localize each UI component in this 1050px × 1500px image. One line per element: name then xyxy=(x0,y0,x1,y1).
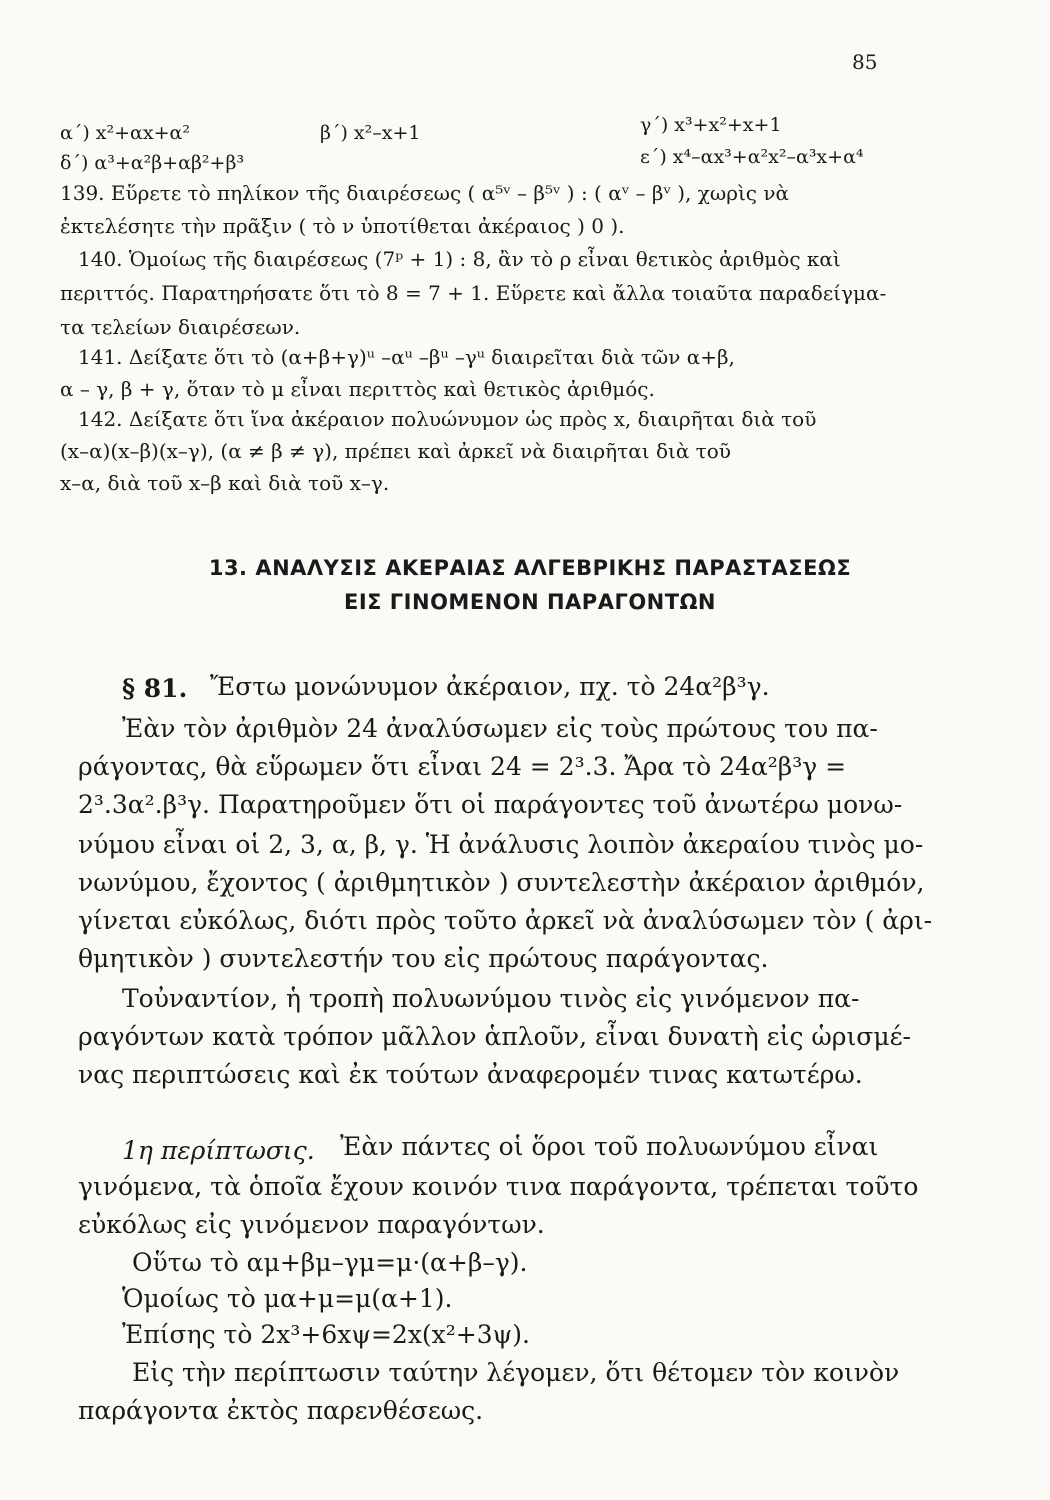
paragraph-line: παράγοντα ἐκτὸς παρενθέσεως. xyxy=(78,1396,484,1425)
equation-line: Οὕτω τὸ αμ+βμ–γμ=μ·(α+β–γ). xyxy=(132,1248,528,1277)
exercise-142-line: 142. Δείξατε ὅτι ἵνα ἀκέραιον πολυώνυμον ὡς πρὸς x, διαιρῆται διὰ τοῦ xyxy=(78,407,817,431)
equation-line: Ὁμοίως τὸ μα+μ=μ(α+1). xyxy=(122,1284,453,1313)
exercise-140-line: 140. Ὁμοίως τῆς διαιρέσεως (7ᵖ + 1) : 8, ἂν τὸ ρ εἶναι θετικὸς ἀριθμὸς καὶ xyxy=(78,247,841,271)
paragraph-mark: § 81. xyxy=(122,674,188,703)
paragraph-line: νας περιπτώσεις καὶ ἐκ τούτων ἀναφερομέν τινας κατωτέρω. xyxy=(78,1060,863,1089)
paragraph-line: γινόμενα, τὰ ὁποῖα ἔχουν κοινόν τινα παράγοντα, τρέπεται τοῦτο xyxy=(78,1172,919,1201)
exercise-epsilon: ε΄) x⁴–αx³+α²x²–α³x+α⁴ xyxy=(640,146,864,168)
exercise-alpha: α΄) x²+αx+α² xyxy=(60,122,190,144)
exercise-delta: δ΄) α³+α²β+αβ²+β³ xyxy=(60,152,245,174)
paragraph-line: Εἰς τὴν περίπτωσιν ταύτην λέγομεν, ὅτι θέτομεν τὸν κοινὸν xyxy=(132,1358,900,1387)
exercise-139-line: 139. Εὕρετε τὸ πηλίκον τῆς διαιρέσεως ( α⁵ᵛ – β⁵ᵛ ) : ( αᵛ – βᵛ ), χωρὶς νὰ xyxy=(60,181,790,205)
exercise-141-line: α – γ, β + γ, ὅταν τὸ μ εἶναι περιττὸς καὶ θετικὸς ἀριθμός. xyxy=(60,377,655,401)
exercise-139-line: ἐκτελέσητε τὴν πρᾶξιν ( τὸ ν ὑποτίθεται ἀκέραιος ) 0 ). xyxy=(60,214,625,238)
section-title-second-line: ΕΙΣ ΓΙΝΟΜΕΝΟΝ ΠΑΡΑΓΟΝΤΩΝ xyxy=(343,590,717,614)
paragraph-line: ραγόντων κατὰ τρόπον μᾶλλον ἁπλοῦν, εἶναι δυνατὴ εἰς ὡρισμέ- xyxy=(78,1022,911,1051)
exercise-142-line: x–α, διὰ τοῦ x–β καὶ διὰ τοῦ x–γ. xyxy=(60,471,390,495)
exercise-141-line: 141. Δείξατε ὅτι τὸ (α+β+γ)ᵘ –αᵘ –βᵘ –γᵘ διαιρεῖται διὰ τῶν α+β, xyxy=(78,345,735,369)
case-label: 1η περίπτωσις. xyxy=(122,1136,315,1165)
exercise-140-line: περιττός. Παρατηρήσατε ὅτι τὸ 8 = 7 + 1. Εὕρετε καὶ ἄλλα τοιαῦτα παραδείγμα- xyxy=(60,281,887,305)
paragraph-line: γίνεται εὐκόλως, διότι πρὸς τοῦτο ἀρκεῖ νὰ ἀναλύσωμεν τὸν ( ἀρι- xyxy=(78,906,933,935)
exercise-142-line: (x–α)(x–β)(x–γ), (α ≠ β ≠ γ), πρέπει καὶ ἀρκεῖ νὰ διαιρῆται διὰ τοῦ xyxy=(60,439,731,463)
paragraph-line: 2³.3α².β³γ. Παρατηροῦμεν ὅτι οἱ παράγοντες τοῦ ἀνωτέρω μονω- xyxy=(78,790,903,819)
exercise-beta: β΄) x²–x+1 xyxy=(320,122,421,144)
paragraph-line: νωνύμου, ἔχοντος ( ἀριθμητικὸν ) συντελεστὴν ἀκέραιον ἀριθμόν, xyxy=(78,868,925,897)
paragraph-line: ράγοντας, θὰ εὕρωμεν ὅτι εἶναι 24 = 2³.3. Ἄρα τὸ 24α²β³γ = xyxy=(78,752,847,781)
paragraph-line: Ἔστω μονώνυμον ἀκέραιον, πχ. τὸ 24α²β³γ. xyxy=(210,672,770,701)
paragraph-line: νύμου εἶναι οἱ 2, 3, α, β, γ. Ἡ ἀνάλυσις λοιπὸν ἀκεραίου τινὸς μο- xyxy=(78,830,924,859)
page-number: 85 xyxy=(852,50,878,74)
paragraph-line: θμητικὸν ) συντελεστήν του εἰς πρώτους παράγοντας. xyxy=(78,944,769,973)
equation-line: Ἐπίσης τὸ 2x³+6xψ=2x(x²+3ψ). xyxy=(122,1320,530,1349)
paragraph-line: Ἐὰν πάντες οἱ ὅροι τοῦ πολυωνύμου εἶναι xyxy=(340,1132,879,1161)
paragraph-line: εὐκόλως εἰς γινόμενον παραγόντων. xyxy=(78,1210,545,1239)
section-title: 13. ΑΝΑΛΥΣΙΣ ΑΚΕΡΑΙΑΣ ΑΛΓΕΒΡΙΚΗΣ ΠΑΡΑΣΤΑΣΕΩΣ xyxy=(208,556,852,580)
paragraph-line: Ἐὰν τὸν ἀριθμὸν 24 ἀναλύσωμεν εἰς τοὺς πρώτους του πα- xyxy=(122,714,878,743)
exercise-140-line: τα τελείων διαιρέσεων. xyxy=(60,315,301,339)
paragraph-line: Τοὐναντίον, ἡ τροπὴ πολυωνύμου τινὸς εἰς γινόμενον πα- xyxy=(122,984,860,1013)
exercise-gamma: γ΄) x³+x²+x+1 xyxy=(640,114,782,136)
